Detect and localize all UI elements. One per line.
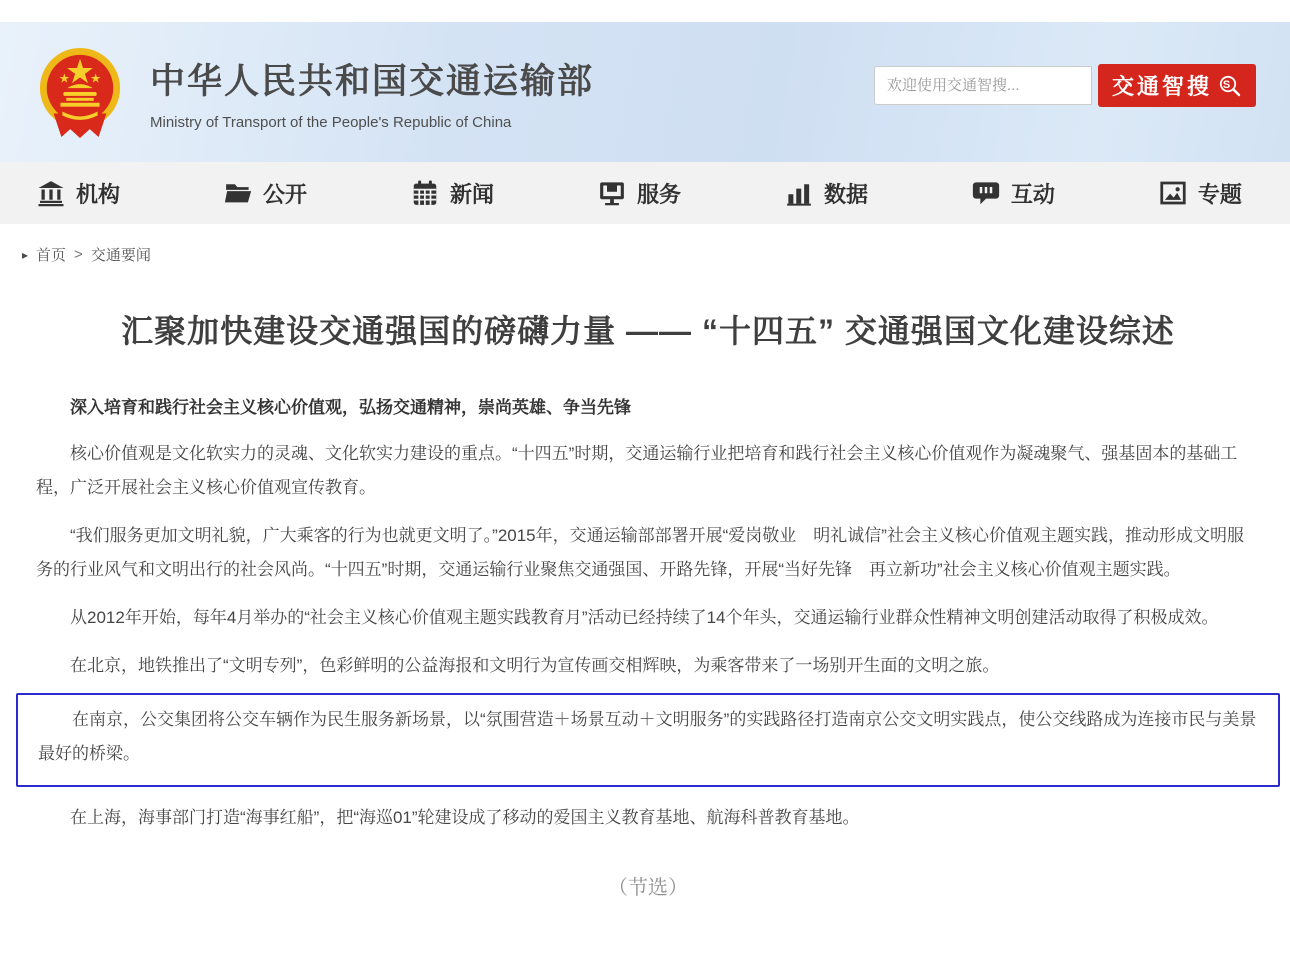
nav-item-news[interactable] (410, 178, 494, 209)
smart-search-button-label: 交通智搜 (1111, 74, 1212, 99)
main-nav (0, 162, 1290, 224)
breadcrumb (0, 224, 1290, 265)
breadcrumb-current[interactable]: 交通要闻 (90, 247, 151, 264)
search-area (874, 64, 1256, 107)
institution-icon (36, 178, 66, 208)
nav-item-services[interactable] (597, 178, 681, 209)
image-icon (1158, 178, 1188, 208)
article-paragraph: 在上海，海事部门打造“海事红船”，把“海巡01”轮建设成了移动的爱国主义教育基地、航海科普教育基地。 (70, 808, 860, 827)
folder-icon (223, 178, 253, 208)
breadcrumb-home-link[interactable]: 首页 (36, 247, 67, 264)
nav-item-label: 公开 (262, 181, 307, 207)
nav-item-label: 互动 (1010, 181, 1055, 207)
article-paragraph: “我们服务更加文明礼貌，广大乘客的行为也就更文明了。”2015年，交通运输部部署开展“爱岗敬业 明礼诚信”社会主义核心价值观主题实践，推动形成文明服务的行业风气和文明出行的社会风尚。“十四五”时期，交通运输行业聚焦交通强国、开路先锋，开展“当好先锋 再立新功”社会主义核心价值观主题实践。 (36, 526, 1244, 579)
article-paragraph: 在北京，地铁推出了“文明专列”，色彩鲜明的公益海报和文明行为宣传画交相辉映，为乘客带来了一场别开生面的文明之旅。 (70, 656, 1000, 675)
calendar-icon (410, 178, 440, 208)
bar-chart-icon (784, 178, 814, 208)
nav-item-topics[interactable] (1158, 178, 1242, 209)
nav-item-label: 机构 (76, 181, 121, 207)
article (0, 309, 1290, 900)
nav-item-disclosure[interactable] (223, 178, 307, 209)
site-title: 中华人民共和国交通运输部 (150, 61, 595, 101)
monitor-icon (597, 178, 627, 208)
nav-item-label: 新闻 (449, 181, 494, 207)
national-emblem (36, 42, 124, 142)
article-paragraph-highlighted: 在南京，公交集团将公交车辆作为民生服务新场景，以“氛围营造＋场景互动＋文明服务”的实践路径打造南京公交文明实践点，使公交线路成为连接市民与美景最好的桥梁。 (38, 710, 1257, 763)
smart-search-button[interactable] (1098, 64, 1256, 107)
site-subtitle: Ministry of Transport of the People's Republic of China (150, 113, 512, 131)
nav-item-data[interactable] (784, 178, 868, 209)
search-icon (1218, 74, 1242, 98)
nav-item-interaction[interactable] (971, 178, 1055, 209)
article-lead: 深入培育和践行社会主义核心价值观，弘扬交通精神，崇尚英雄、争当先锋 (70, 398, 631, 417)
svg-text:S: S (1222, 78, 1234, 91)
article-paragraph: 核心价值观是文化软实力的灵魂、文化软实力建设的重点。“十四五”时期，交通运输行业把培育和践行社会主义核心价值观作为凝魂聚气、强基固本的基础工程，广泛开展社会主义核心价值观宣传教育。 (36, 444, 1238, 497)
article-paragraph: 从2012年开始，每年4月举办的“社会主义核心价值观主题实践教育月”活动已经持续了14个年头，交通运输行业群众性精神文明创建活动取得了积极成效。 (70, 608, 1219, 627)
breadcrumb-separator: > (74, 246, 83, 263)
article-title: 汇聚加快建设交通强国的磅礴力量 —— “十四五” 交通强国文化建设综述 (121, 313, 1175, 349)
nav-item-org[interactable] (36, 178, 120, 209)
highlighted-paragraph-box (16, 693, 1280, 787)
excerpt-note: （节选） (608, 877, 688, 899)
breadcrumb-arrow-icon: ▸ (22, 247, 29, 262)
nav-item-label: 服务 (636, 181, 681, 207)
nav-item-label: 专题 (1197, 181, 1242, 207)
site-header (0, 22, 1290, 162)
search-input[interactable] (874, 66, 1092, 105)
nav-item-label: 数据 (823, 181, 868, 207)
brand-block (150, 54, 594, 131)
chat-icon (971, 178, 1001, 208)
